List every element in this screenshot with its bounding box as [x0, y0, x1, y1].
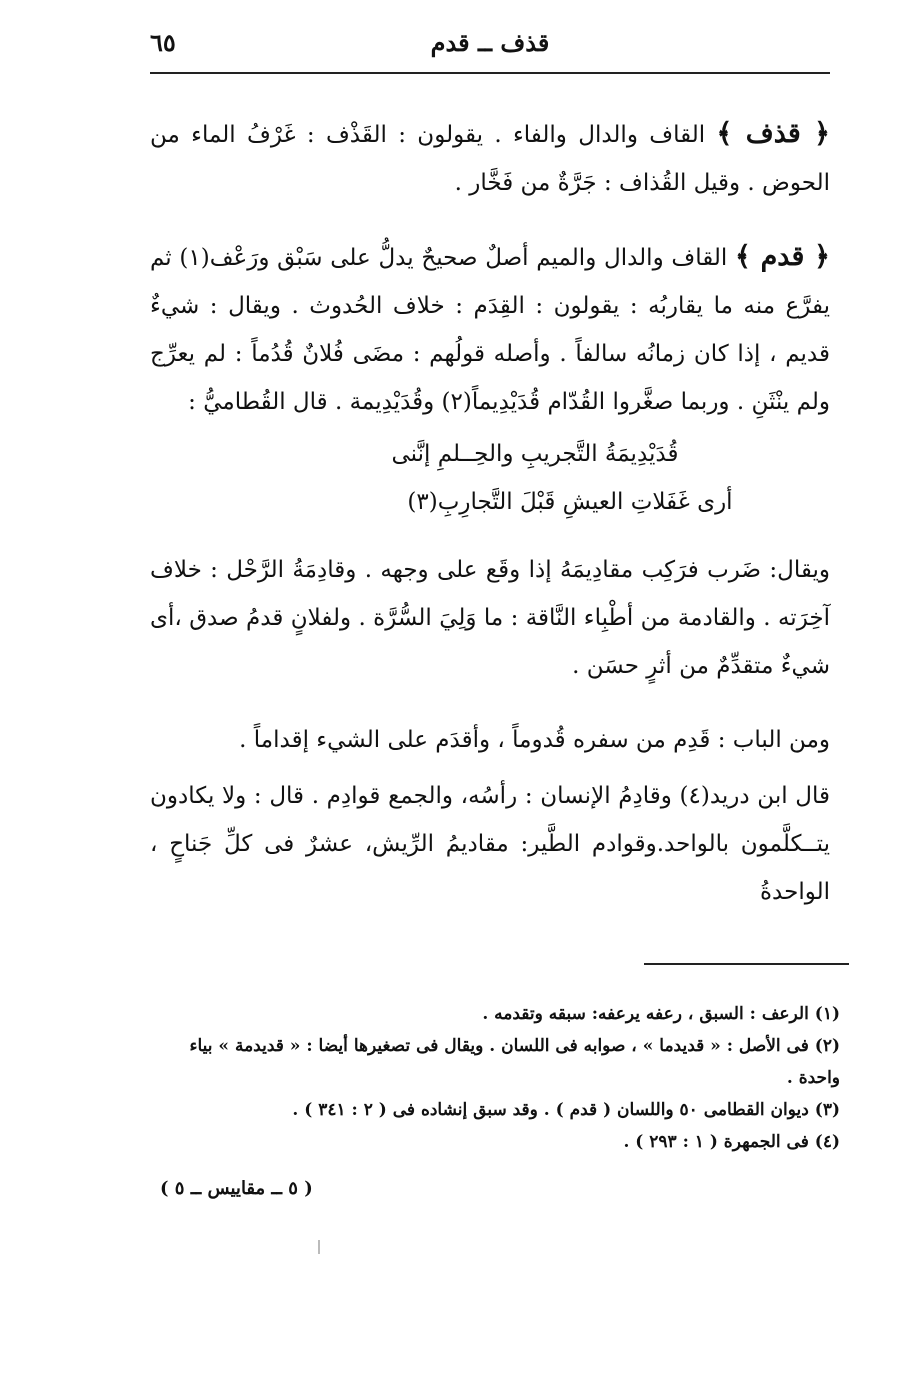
footnote-1: (١) الرعف : السبق ، رعفه يرعفه: سبقه وتقدمه .	[482, 1004, 840, 1024]
page-number: ٦٥	[150, 28, 176, 57]
stray-mark	[318, 1240, 320, 1254]
running-title: قذف ــ قدم	[430, 28, 550, 57]
entry-term: ﴿ قذف ﴾	[716, 118, 831, 149]
verse-line-1: قُدَيْدِيمَةُ التَّجريبِ والحِــلمِ إنَّنى	[391, 441, 679, 467]
entry-text: القاف والدال والفاء . يقولون : القَذْف : غَرْفُ الماء من الحوض . وقيل القُذاف : جَرَّةٌ من فَخَّار .	[150, 122, 830, 196]
entry-text: القاف والدال والميم أصلٌ صحيحٌ يدلُّ على سَبْق ورَعْف(١) ثم يفرَّع منه ما يقاربُه : يقولون : القِدَم : خلاف الحُدوث . ويقال : شيءٌ قديم ، إذا كان زمانُه سالفاً . وأصله قولُهم : مضَى فُلانٌ قُدُماً : لم يعرِّج ولم ينْثَنِ . وربما صغَّروا القُدّام قُدَيْدِيماً(٢) وقُدَيْدِيمة . قال القُطاميُّ :	[150, 245, 830, 415]
verse-line-2: أرى غَفَلاتِ العيشِ قَبْلَ التَّجارِبِ(٣)	[407, 489, 733, 515]
paragraph: ويقال: ضَرب فرَكِب مقادِيمَهُ إذا وقَع على وجهه . وقادِمَةُ الرَّحْل : خلاف آخِرَته . والقادمة من أطْبِاء النَّاقة : ما وَلِيَ السُّرَّة . ولفلانٍ قدمُ صدق ،أى شيءٌ متقدِّمٌ من أثرٍ حسَن .	[150, 557, 830, 679]
footnotes	[150, 998, 840, 1158]
entry-qadam	[150, 233, 830, 426]
header-rule	[150, 72, 830, 74]
footnote-rule	[644, 963, 849, 965]
paragraph: قال ابن دريد(٤) وقادِمُ الإنسان : رأسُه، والجمع قوادِم . قال : ولا يكادون يتــكلَّمون بالواحد.وقوادم الطَّير: مقاديمُ الرِّيش، عشرٌ فى كلِّ جَناحٍ ، الواحدةُ	[150, 783, 830, 905]
page-header	[150, 28, 830, 68]
footnote-2: (٢) فى الأصل : « قديدما » ، صوابه فى اللسان . ويقال فى تصغيرها أيضا : « قديدمة » بياء واحدة .	[189, 1036, 840, 1088]
poem-verse	[150, 430, 830, 526]
footnote-4: (٤) فى الجمهرة ( ١ : ٢٩٣ ) .	[623, 1132, 840, 1152]
footnote-3: (٣) ديوان القطامى ٥٠ واللسان ( قدم ) . وقد سبق إنشاده فى ( ٢ : ٣٤١ ) .	[292, 1100, 840, 1120]
paragraph: ومن الباب : قَدِم من سفره قُدوماً ، وأقدَم على الشيء إقداماً .	[239, 727, 830, 753]
entry-qadhf	[150, 110, 830, 207]
signature-mark: ( ٥ ــ مقاييس ــ ٥ )	[160, 1178, 313, 1199]
entry-term: ﴿ قدم ﴾	[734, 241, 830, 272]
main-text	[150, 110, 830, 942]
